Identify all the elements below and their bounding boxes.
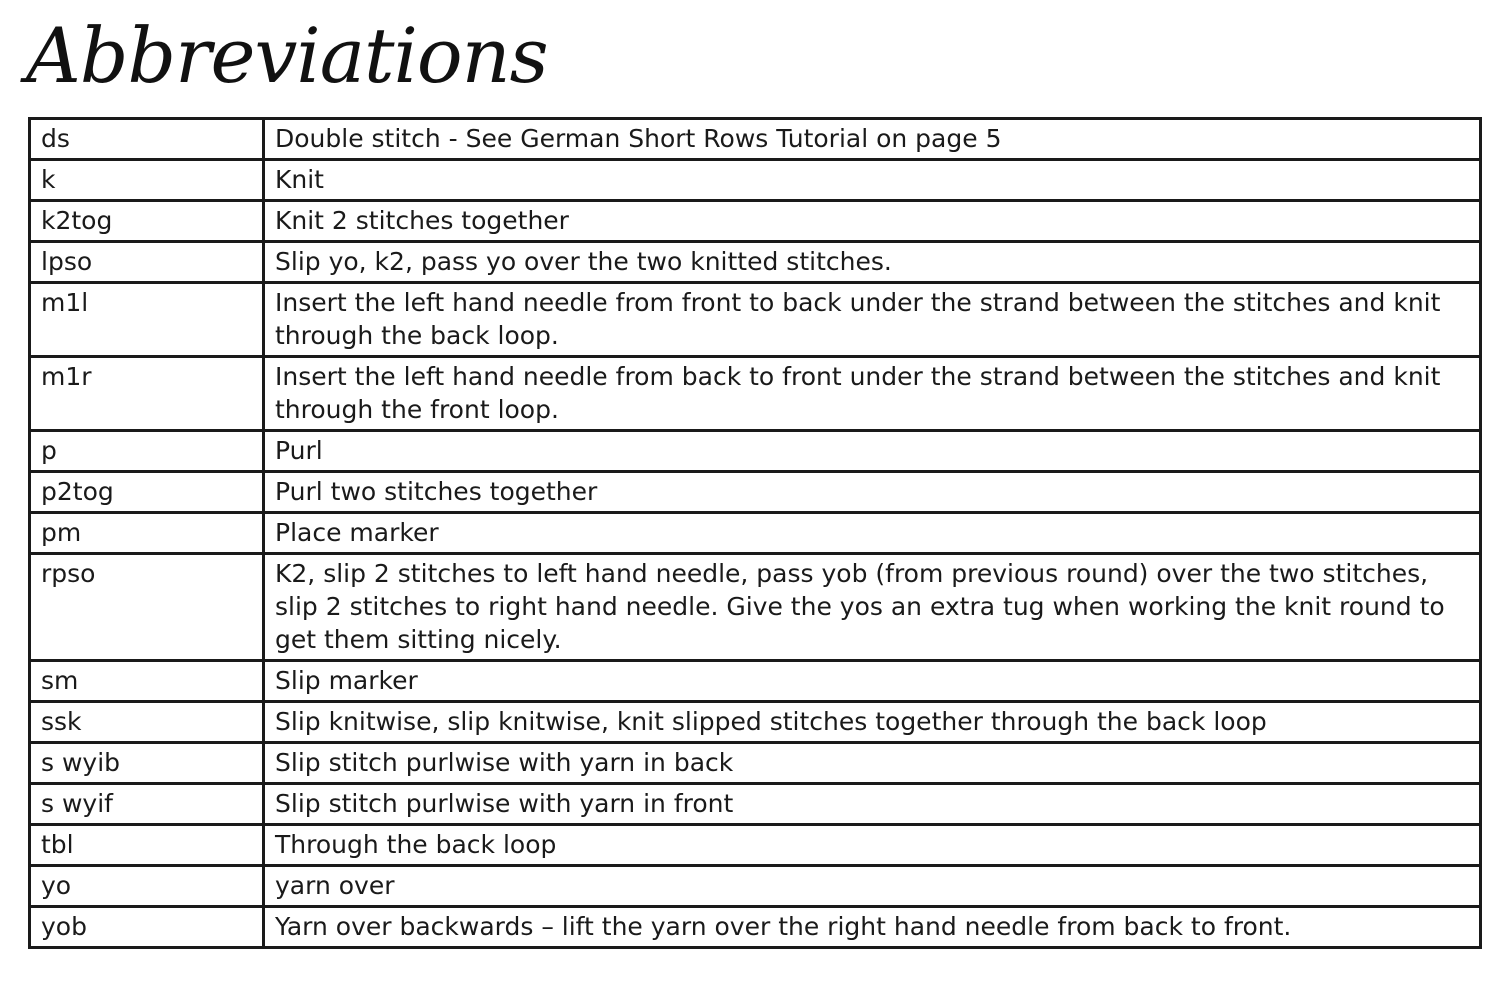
table-row — [30, 472, 1481, 513]
abbreviation-term: p — [30, 431, 264, 472]
abbreviation-term: yo — [30, 866, 264, 907]
abbreviation-term: k — [30, 160, 264, 201]
table-row — [30, 201, 1481, 242]
abbreviation-term: rpso — [30, 554, 264, 661]
abbreviation-definition: Purl — [264, 431, 1481, 472]
table-row — [30, 866, 1481, 907]
page-title: Abbreviations — [26, 11, 548, 100]
abbreviation-definition: Slip marker — [264, 661, 1481, 702]
abbreviation-definition: Insert the left hand needle from front to back under the strand between the stitches and knit through the back loop. — [264, 283, 1481, 357]
abbreviations-table — [28, 117, 1482, 949]
abbreviation-term: pm — [30, 513, 264, 554]
table-row — [30, 160, 1481, 201]
abbreviation-term: p2tog — [30, 472, 264, 513]
abbreviation-term: ds — [30, 119, 264, 160]
abbreviation-term: ssk — [30, 702, 264, 743]
abbreviation-definition: Insert the left hand needle from back to front under the strand between the stitches and knit through the front loop. — [264, 357, 1481, 431]
table-row — [30, 784, 1481, 825]
abbreviation-term: tbl — [30, 825, 264, 866]
table-row — [30, 825, 1481, 866]
abbreviation-definition: K2, slip 2 stitches to left hand needle, pass yob (from previous round) over the two stitches, slip 2 stitches to right hand needle. Give the yos an extra tug when working the knit round to get them sitting nicely. — [264, 554, 1481, 661]
abbreviation-term: s wyib — [30, 743, 264, 784]
table-row — [30, 119, 1481, 160]
table-row — [30, 661, 1481, 702]
abbreviations-table-body — [30, 119, 1481, 948]
abbreviation-definition: Place marker — [264, 513, 1481, 554]
abbreviation-definition: Slip yo, k2, pass yo over the two knitted stitches. — [264, 242, 1481, 283]
table-row — [30, 283, 1481, 357]
table-row — [30, 431, 1481, 472]
table-row — [30, 907, 1481, 948]
table-row — [30, 357, 1481, 431]
table-row — [30, 513, 1481, 554]
abbreviation-definition: Yarn over backwards – lift the yarn over the right hand needle from back to front. — [264, 907, 1481, 948]
abbreviation-term: yob — [30, 907, 264, 948]
table-row — [30, 242, 1481, 283]
abbreviation-definition: yarn over — [264, 866, 1481, 907]
abbreviation-term: k2tog — [30, 201, 264, 242]
abbreviation-definition: Slip stitch purlwise with yarn in front — [264, 784, 1481, 825]
abbreviation-definition: Slip stitch purlwise with yarn in back — [264, 743, 1481, 784]
abbreviation-definition: Slip knitwise, slip knitwise, knit slipped stitches together through the back loop — [264, 702, 1481, 743]
abbreviation-term: lpso — [30, 242, 264, 283]
table-row — [30, 702, 1481, 743]
abbreviation-definition: Knit — [264, 160, 1481, 201]
table-row — [30, 743, 1481, 784]
abbreviation-term: s wyif — [30, 784, 264, 825]
abbreviation-definition: Double stitch - See German Short Rows Tutorial on page 5 — [264, 119, 1481, 160]
abbreviation-term: m1l — [30, 283, 264, 357]
table-row — [30, 554, 1481, 661]
abbreviation-definition: Purl two stitches together — [264, 472, 1481, 513]
abbreviation-definition: Through the back loop — [264, 825, 1481, 866]
abbreviation-term: sm — [30, 661, 264, 702]
abbreviation-definition: Knit 2 stitches together — [264, 201, 1481, 242]
abbreviation-term: m1r — [30, 357, 264, 431]
